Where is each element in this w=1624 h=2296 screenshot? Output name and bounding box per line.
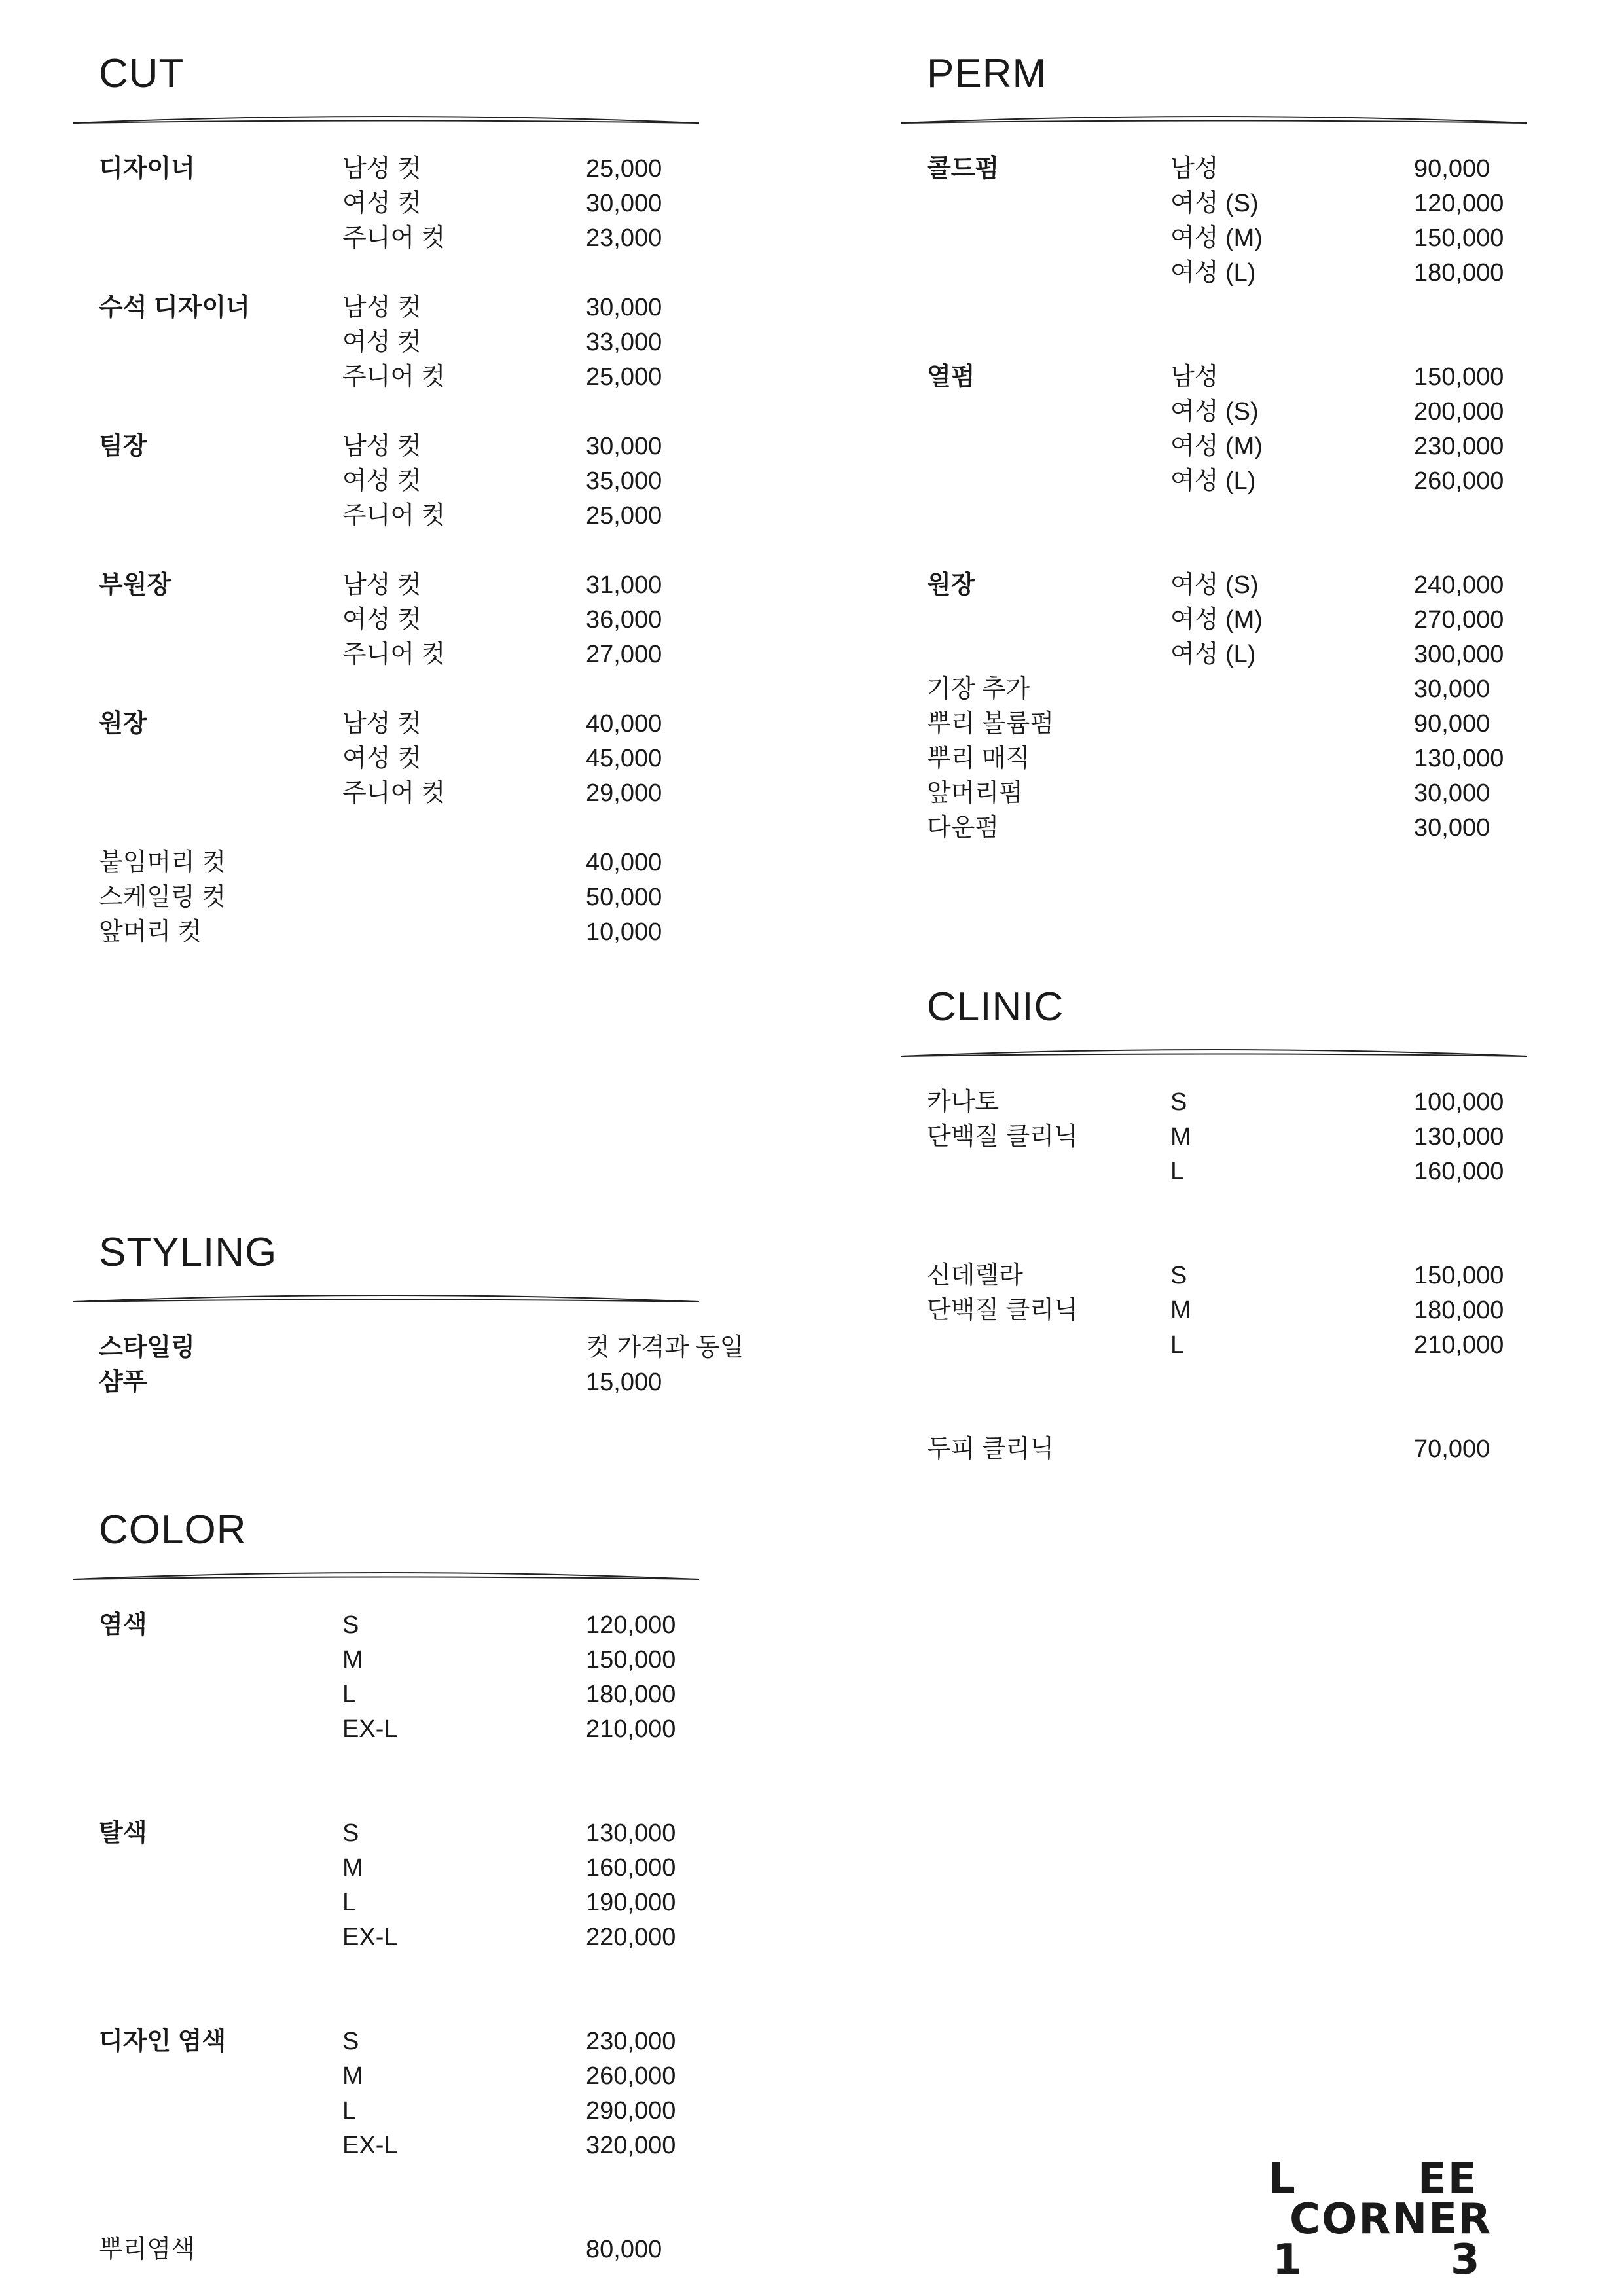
item-price: 90,000	[1414, 710, 1490, 738]
item-price: 120,000	[586, 1611, 676, 1639]
price-row	[72, 1677, 700, 1712]
styling-title: STYLING	[99, 1230, 278, 1275]
item-price: 270,000	[1414, 606, 1504, 634]
item-label: EX-L	[342, 2132, 398, 2159]
price-group	[900, 360, 1528, 499]
item-label: 두피 클리닉	[927, 1435, 1055, 1463]
group-name: 신데렐라	[927, 1262, 1023, 1289]
clinic-title: CLINIC	[927, 984, 1064, 1030]
price-row	[72, 2128, 700, 2163]
clinic-rows	[900, 1085, 1528, 1467]
item-label: 뿌리염색	[99, 2236, 195, 2263]
price-row	[72, 291, 700, 325]
item-label: 주니어 컷	[342, 363, 446, 391]
price-group	[72, 429, 700, 533]
price-row	[72, 187, 700, 221]
price-row	[900, 395, 1528, 429]
item-price: 컷 가격과 동일	[586, 1334, 744, 1361]
price-row	[900, 742, 1528, 776]
item-label: 남성	[1170, 155, 1219, 183]
price-row	[900, 603, 1528, 637]
price-group	[72, 152, 700, 256]
price-row	[72, 1851, 700, 1886]
item-price: 30,000	[1414, 814, 1490, 842]
price-group	[72, 568, 700, 672]
logo-line-1	[1269, 2155, 1530, 2203]
price-row	[72, 152, 700, 187]
item-label: 남성 컷	[342, 433, 422, 460]
item-price: 120,000	[1414, 190, 1504, 217]
item-price: 31,000	[586, 571, 662, 599]
item-price: 10,000	[586, 918, 662, 946]
price-row	[72, 464, 700, 499]
price-row	[72, 603, 700, 637]
group-name: 원장	[99, 710, 147, 738]
price-row	[900, 464, 1528, 499]
price-group	[72, 291, 700, 395]
item-label: 다운펌	[927, 814, 1000, 842]
group-name: 단백질 클리닉	[927, 1123, 1078, 1151]
price-row	[900, 1293, 1528, 1328]
item-price: 290,000	[586, 2097, 676, 2125]
item-label: M	[342, 2062, 363, 2090]
price-group	[72, 1816, 700, 1955]
price-row	[72, 846, 700, 880]
item-label: S	[1170, 1262, 1187, 1289]
price-row	[72, 1331, 744, 1365]
divider-swoosh	[900, 113, 1528, 132]
item-label: S	[342, 1611, 359, 1639]
item-price: 130,000	[586, 1820, 676, 1847]
item-price: 230,000	[586, 2028, 676, 2055]
item-price: 180,000	[586, 1681, 676, 1708]
price-row	[72, 1920, 700, 1955]
item-price: 100,000	[1414, 1088, 1504, 1116]
item-label: L	[342, 1889, 357, 1916]
extras-group	[72, 2233, 700, 2267]
price-row	[72, 360, 700, 395]
price-row	[72, 221, 700, 256]
price-group	[72, 1608, 700, 1747]
group-name: 콜드펌	[927, 155, 1000, 183]
price-group	[900, 1085, 1528, 1189]
item-price: 260,000	[1414, 467, 1504, 495]
item-price: 180,000	[1414, 259, 1504, 287]
color-rows	[72, 1608, 700, 2267]
price-group	[900, 568, 1528, 672]
item-price: 150,000	[1414, 1262, 1504, 1289]
item-price: 300,000	[1414, 641, 1504, 668]
item-label: 여성 (L)	[1170, 641, 1256, 668]
price-row	[72, 637, 700, 672]
price-row	[72, 1643, 700, 1677]
item-price: 35,000	[586, 467, 662, 495]
item-label: 남성 컷	[342, 710, 422, 738]
item-label: 여성 컷	[342, 329, 422, 356]
logo-letter: CORNER	[1290, 2195, 1492, 2244]
cut-rows	[72, 152, 700, 950]
item-price: 220,000	[586, 1924, 676, 1951]
item-label: 기장 추가	[927, 675, 1030, 703]
price-group	[900, 152, 1528, 291]
group-name: 디자이너	[99, 155, 195, 183]
item-label: 남성 컷	[342, 155, 422, 183]
price-row	[900, 429, 1528, 464]
price-row	[72, 499, 700, 533]
group-name: 단백질 클리닉	[927, 1297, 1078, 1324]
item-label: 여성 (M)	[1170, 224, 1263, 252]
group-name: 디자인 염색	[99, 2028, 226, 2055]
price-row	[72, 707, 700, 742]
item-label: L	[1170, 1158, 1185, 1185]
item-price: 160,000	[586, 1854, 676, 1882]
price-row	[900, 1155, 1528, 1189]
price-row	[900, 256, 1528, 291]
item-label: 스타일링	[99, 1334, 195, 1361]
color-title: COLOR	[99, 1507, 247, 1552]
item-price: 150,000	[586, 1646, 676, 1674]
price-row	[72, 1816, 700, 1851]
item-label: 여성 컷	[342, 467, 422, 495]
styling-rows	[72, 1331, 744, 1400]
item-label: L	[342, 1681, 357, 1708]
item-label: S	[1170, 1088, 1187, 1116]
group-name: 수석 디자이너	[99, 294, 250, 321]
item-label: EX-L	[342, 1715, 398, 1743]
group-name: 염색	[99, 1611, 147, 1639]
item-label: 남성	[1170, 363, 1219, 391]
price-row	[72, 742, 700, 776]
price-row	[900, 152, 1528, 187]
item-price: 30,000	[586, 190, 662, 217]
item-label: 뿌리 매직	[927, 745, 1030, 772]
item-price: 30,000	[1414, 780, 1490, 807]
item-price: 50,000	[586, 884, 662, 911]
item-price: 150,000	[1414, 224, 1504, 252]
item-label: 여성 (S)	[1170, 571, 1259, 599]
item-label: 주니어 컷	[342, 780, 446, 807]
item-price: 36,000	[586, 606, 662, 634]
item-label: 앞머리 컷	[99, 918, 202, 946]
price-row	[72, 2059, 700, 2094]
group-name: 원장	[927, 571, 975, 599]
item-label: M	[1170, 1123, 1191, 1151]
divider-swoosh	[72, 1291, 700, 1311]
item-label: M	[1170, 1297, 1191, 1324]
price-row	[900, 360, 1528, 395]
item-price: 30,000	[586, 294, 662, 321]
group-name: 팀장	[99, 433, 147, 460]
item-price: 130,000	[1414, 1123, 1504, 1151]
item-label: 여성 (M)	[1170, 606, 1263, 634]
group-name: 카나토	[927, 1088, 1000, 1116]
price-row	[72, 1712, 700, 1747]
item-label: 주니어 컷	[342, 641, 446, 668]
price-row	[900, 568, 1528, 603]
price-row	[900, 1085, 1528, 1120]
item-label: 뿌리 볼륨펌	[927, 710, 1055, 738]
price-row	[72, 325, 700, 360]
item-price: 210,000	[586, 1715, 676, 1743]
extras-group	[900, 1432, 1528, 1467]
item-price: 25,000	[586, 502, 662, 529]
price-row	[900, 1328, 1528, 1363]
group-name: 탈색	[99, 1820, 147, 1847]
price-row	[72, 1608, 700, 1643]
item-label: 주니어 컷	[342, 224, 446, 252]
item-price: 210,000	[1414, 1331, 1504, 1359]
item-label: 앞머리펌	[927, 780, 1023, 807]
item-price: 80,000	[586, 2236, 662, 2263]
cut-title: CUT	[99, 51, 185, 96]
price-row	[900, 776, 1528, 811]
item-price: 30,000	[586, 433, 662, 460]
item-price: 190,000	[586, 1889, 676, 1916]
extras-group	[900, 672, 1528, 846]
group-name: 열펌	[927, 363, 975, 391]
price-row	[72, 915, 700, 950]
item-label: 샴푸	[99, 1369, 147, 1396]
price-row	[72, 1886, 700, 1920]
item-price: 320,000	[586, 2132, 676, 2159]
price-row	[72, 776, 700, 811]
logo-letter: 1	[1272, 2236, 1303, 2284]
price-group	[72, 2024, 700, 2163]
item-price: 180,000	[1414, 1297, 1504, 1324]
extras-group	[72, 846, 700, 950]
group-name: 부원장	[99, 571, 171, 599]
item-label: M	[342, 1646, 363, 1674]
item-price: 25,000	[586, 155, 662, 183]
price-row	[72, 568, 700, 603]
price-row	[900, 221, 1528, 256]
price-row	[900, 1432, 1528, 1467]
price-row	[900, 811, 1528, 846]
item-label: 여성 (S)	[1170, 190, 1259, 217]
price-row	[72, 2094, 700, 2128]
item-label: 스케일링 컷	[99, 884, 226, 911]
item-price: 40,000	[586, 710, 662, 738]
price-row	[900, 672, 1528, 707]
logo-letter: L	[1269, 2155, 1297, 2203]
item-label: S	[342, 1820, 359, 1847]
item-price: 33,000	[586, 329, 662, 356]
item-price: 230,000	[1414, 433, 1504, 460]
item-label: 여성 컷	[342, 745, 422, 772]
price-row	[72, 2233, 700, 2267]
item-label: 붙임머리 컷	[99, 849, 226, 876]
divider-swoosh	[72, 113, 700, 132]
item-price: 260,000	[586, 2062, 676, 2090]
item-price: 30,000	[1414, 675, 1490, 703]
price-row	[900, 1259, 1528, 1293]
perm-title: PERM	[927, 51, 1047, 96]
item-label: 여성 컷	[342, 190, 422, 217]
item-label: 여성 (L)	[1170, 259, 1256, 287]
price-row	[72, 429, 700, 464]
item-label: EX-L	[342, 1924, 398, 1951]
price-row	[900, 187, 1528, 221]
price-row	[900, 637, 1528, 672]
perm-rows	[900, 152, 1528, 846]
item-label: 여성 (M)	[1170, 433, 1263, 460]
logo-line-3	[1269, 2236, 1530, 2284]
item-price: 27,000	[586, 641, 662, 668]
price-row	[900, 1120, 1528, 1155]
item-price: 160,000	[1414, 1158, 1504, 1185]
price-row	[72, 2024, 700, 2059]
item-price: 45,000	[586, 745, 662, 772]
item-label: 주니어 컷	[342, 502, 446, 529]
price-group	[900, 1259, 1528, 1363]
item-price: 25,000	[586, 363, 662, 391]
item-price: 130,000	[1414, 745, 1504, 772]
item-label: M	[342, 1854, 363, 1882]
item-price: 23,000	[586, 224, 662, 252]
divider-swoosh	[72, 1569, 700, 1588]
item-price: 40,000	[586, 849, 662, 876]
item-price: 200,000	[1414, 398, 1504, 425]
item-label: 여성 (L)	[1170, 467, 1256, 495]
price-row	[900, 707, 1528, 742]
item-label: S	[342, 2028, 359, 2055]
item-price: 240,000	[1414, 571, 1504, 599]
logo-letter: EE	[1418, 2155, 1478, 2203]
item-label: 남성 컷	[342, 294, 422, 321]
logo-letter: 3	[1451, 2236, 1481, 2284]
item-label: 여성 컷	[342, 606, 422, 634]
item-label: L	[342, 2097, 357, 2125]
price-row	[72, 880, 700, 915]
lee-corner-logo	[1269, 2155, 1530, 2284]
divider-swoosh	[900, 1046, 1528, 1066]
item-label: 남성 컷	[342, 571, 422, 599]
item-price: 150,000	[1414, 363, 1504, 391]
item-price: 15,000	[586, 1369, 662, 1396]
item-price: 70,000	[1414, 1435, 1490, 1463]
item-label: L	[1170, 1331, 1185, 1359]
logo-line-2	[1269, 2195, 1530, 2244]
price-group	[72, 707, 700, 811]
item-label: 여성 (S)	[1170, 398, 1259, 425]
item-price: 29,000	[586, 780, 662, 807]
price-row	[72, 1365, 700, 1400]
item-price: 90,000	[1414, 155, 1490, 183]
